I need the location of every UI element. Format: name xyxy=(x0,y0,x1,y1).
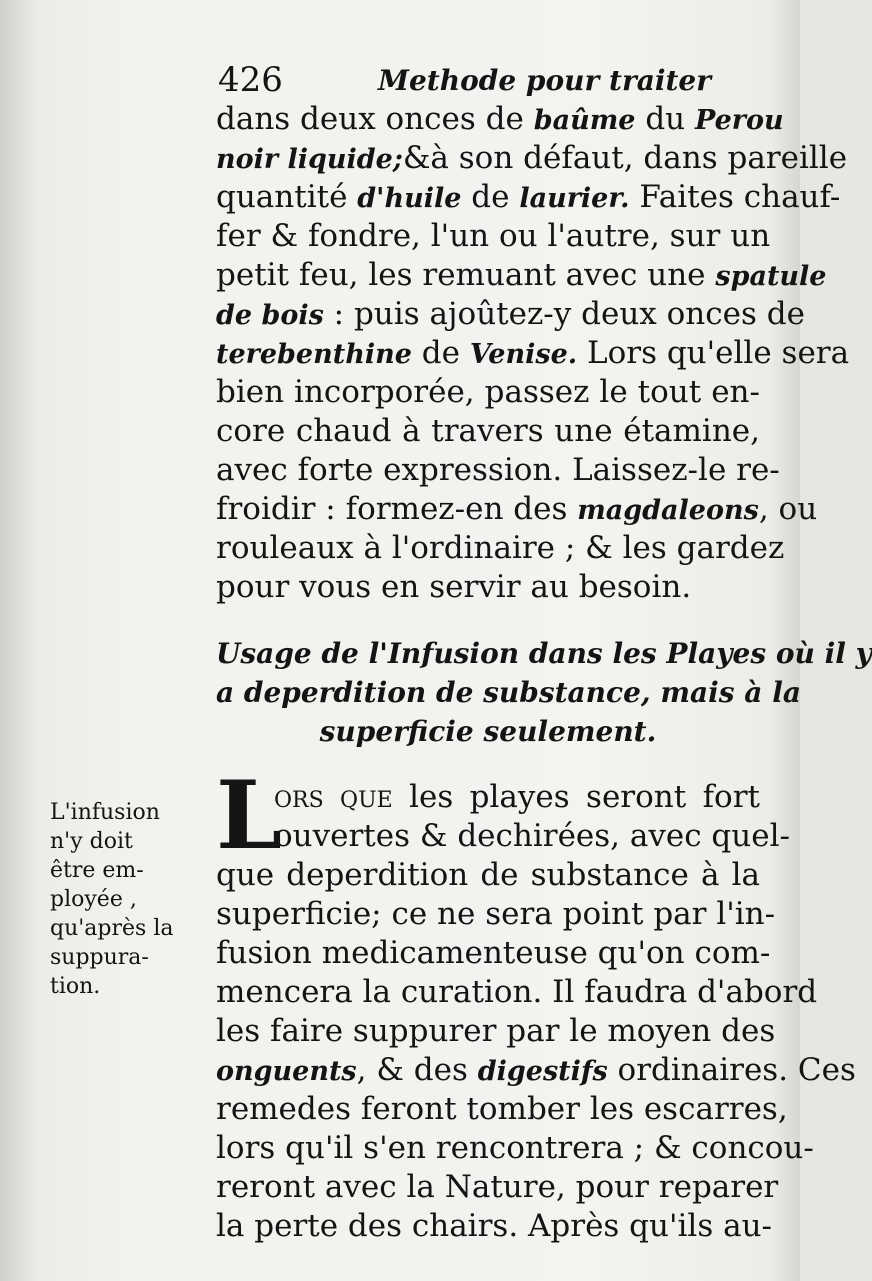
text-run: de xyxy=(461,179,520,215)
text-run: : puis ajoûtez-y deux onces de xyxy=(323,296,805,332)
paragraph-usage xyxy=(216,761,856,1246)
text-run: core chaud à travers une étamine, xyxy=(216,413,760,449)
text-line xyxy=(216,1051,856,1090)
text-line xyxy=(216,1129,814,1168)
section-heading xyxy=(216,634,872,751)
text-line xyxy=(216,895,776,934)
italic-term: laurier. xyxy=(519,183,630,214)
text-line xyxy=(216,1168,779,1207)
drop-capital: L xyxy=(216,761,283,871)
text-run: petit feu, les remuant avec une xyxy=(216,257,716,293)
text-run: ouvertes & dechirées, avec quel- xyxy=(274,818,790,854)
text-run: fusion medicamenteuse qu'on com- xyxy=(216,935,771,971)
margin-note-line: suppura- xyxy=(50,945,149,970)
text-line xyxy=(216,256,827,295)
text-run: les faire suppurer par le moyen des xyxy=(216,1013,776,1049)
text-run: de xyxy=(411,335,470,371)
margin-note-line: être em- xyxy=(50,858,144,883)
text-line xyxy=(216,373,760,412)
margin-note-line: ployée , xyxy=(50,887,137,912)
text-run: fer & fondre, l'un ou l'autre, sur un xyxy=(216,218,771,254)
text-line xyxy=(216,529,785,568)
text-line xyxy=(216,451,780,490)
text-line xyxy=(216,856,760,895)
text-line xyxy=(216,973,818,1012)
text-line xyxy=(216,1090,788,1129)
text-run: que deperdition de substance à la xyxy=(216,857,760,893)
text-run: mencera la curation. Il faudra d'abord xyxy=(216,974,818,1010)
text-run: du xyxy=(635,101,695,137)
text-line xyxy=(216,412,760,451)
italic-term: magdaleons xyxy=(577,495,759,526)
italic-term: spatule xyxy=(715,261,827,292)
section-heading-line: a deperdition de substance, mais à la xyxy=(216,676,801,709)
text-line xyxy=(216,295,805,334)
italic-term: d'huile xyxy=(357,183,462,214)
text-run: avec forte expression. Laissez-le re- xyxy=(216,452,780,488)
italic-term: Perou xyxy=(695,105,784,136)
text-run: rouleaux à l'ordinaire ; & les gardez xyxy=(216,530,785,566)
italic-term: de bois xyxy=(216,300,324,331)
text-run: froidir : formez-en des xyxy=(216,491,578,527)
text-line xyxy=(216,178,841,217)
italic-term: baûme xyxy=(533,105,636,136)
text-run: bien incorporée, passez le tout en- xyxy=(216,374,760,410)
text-run: lors qu'il s'en rencontrera ; & concou- xyxy=(216,1130,814,1166)
text-run: dans deux onces de xyxy=(216,101,534,137)
margin-note-line: tion. xyxy=(50,974,101,999)
text-line xyxy=(216,568,760,607)
text-line xyxy=(216,817,790,856)
text-line xyxy=(216,934,771,973)
page-header xyxy=(218,60,758,100)
text-run: la perte des chairs. Après qu'ils au- xyxy=(216,1208,773,1244)
text-run: reront avec la Nature, pour reparer xyxy=(216,1169,779,1205)
margin-note-line: L'infusion xyxy=(50,800,160,825)
italic-term: terebenthine xyxy=(216,339,412,370)
text-run: , ou xyxy=(758,491,818,527)
text-line xyxy=(216,1012,776,1051)
margin-note-line: qu'après la xyxy=(50,916,174,941)
section-heading-line: Usage de l'Infusion dans les Playes où il y xyxy=(216,637,872,670)
paragraph-recipe xyxy=(216,100,850,607)
margin-note-line: n'y doit xyxy=(50,829,133,854)
text-line xyxy=(216,217,771,256)
text-run: quantité xyxy=(216,179,358,215)
text-run: , & des xyxy=(356,1052,478,1088)
text-line xyxy=(216,490,818,529)
text-run: superficie; ce ne sera point par l'in- xyxy=(216,896,776,932)
text-line xyxy=(216,1207,773,1246)
page-number: 426 xyxy=(218,60,283,100)
text-line xyxy=(216,100,784,139)
text-run: Faites chauf- xyxy=(629,179,841,215)
margin-note xyxy=(50,798,200,1001)
text-line xyxy=(216,334,850,373)
small-caps-run: ors que xyxy=(274,779,393,815)
text-run: ordinaires. Ces xyxy=(607,1052,856,1088)
running-title: Methode pour traiter xyxy=(378,64,711,97)
text-run: Lors qu'elle sera xyxy=(577,335,850,371)
section-heading-line: superficie seulement. xyxy=(319,715,657,748)
text-run: &à son défaut, dans pareille xyxy=(402,140,848,176)
text-line xyxy=(216,778,760,817)
text-line xyxy=(216,139,848,178)
italic-term: noir liquide; xyxy=(216,144,403,175)
text-run: pour vous en servir au besoin. xyxy=(216,569,692,605)
italic-term: onguents xyxy=(216,1056,357,1087)
text-run: remedes feront tomber les escarres, xyxy=(216,1091,788,1127)
italic-term: digestifs xyxy=(477,1056,608,1087)
italic-term: Venise. xyxy=(469,339,578,370)
text-run: les playes seront fort xyxy=(392,779,760,815)
